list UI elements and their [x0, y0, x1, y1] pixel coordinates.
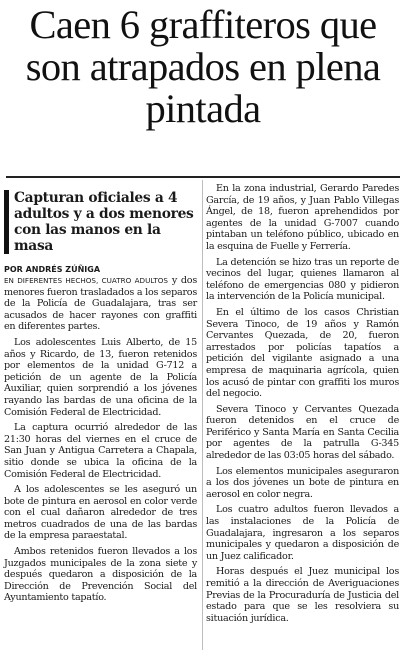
article-deck: Capturan oficiales a 4 adultos y a dos menores con las manos en la masa: [4, 190, 197, 254]
body-paragraph: Severa Tinoco y Cervantes Quezada fueron detenidos en el cruce de Periférico y Santa María en Santa Cecilia por agentes de la patrulla G-345 alrededor de las 03:05 horas del sábado.: [206, 403, 399, 462]
article-headline: Caen 6 graffiteros que son atrapados en plena pintada: [25, 2, 381, 131]
body-paragraph: A los adolescentes se les aseguró un bote de pintura en aerosol en color verde con el cual dañaron alrededor de tres metros cuadrados de una de las bardas de la empresa paraestatal.: [4, 484, 197, 542]
body-paragraph: En el último de los casos Christian Severa Tinoco, de 19 años y Ramón Cervantes Quezada, de 20, fueron arrestados por policías tapatíos a petición del vigilante asignado a una empresa de maquinaria agrícola, quien los acusó de pintar con graffiti los muros del negocio.: [206, 306, 399, 400]
headline-rule: [6, 176, 400, 178]
right-column-body: [206, 183, 399, 624]
column-divider: [202, 180, 203, 650]
body-paragraph: Los elementos municipales aseguraron a los dos jóvenes un bote de pintura en aerosol en color negra.: [206, 465, 399, 500]
body-paragraph: La captura ocurrió alrededor de las 21:30 horas del viernes en el cruce de San Juan y Antigua Carretera a Chapala, sitio donde se ubica la oficina de la Comisión Federal de Electricidad.: [4, 422, 197, 480]
body-paragraph: Ambos retenidos fueron llevados a los Juzgados municipales de la zona siete y después quedaron a disposición de la Dirección de Prevención Social del Ayuntamiento tapatío.: [4, 546, 197, 604]
lead-paragraph-text: y dos menores fueron trasladados a los separos de la Policía de Guadalajara, tras ser acusados de hacer rayones con graffiti en diferentes partes.: [4, 275, 197, 333]
right-column: [206, 183, 399, 628]
body-paragraph: Los adolescentes Luis Alberto, de 15 años y Ricardo, de 13, fueron retenidos por elementos de la unidad G-712 a petición de un agente de la Policía Auxiliar, quien sorprendió a los jóvenes rayando las bardas de una oficina de la Comisión Federal de Electricidad.: [4, 336, 197, 418]
article-byline: POR ANDRÉS ZÚÑIGA: [4, 265, 101, 274]
body-paragraph: Horas después el Juez municipal los remitió a la dirección de Averiguaciones Previas de la Procuraduría de Justicia del estado para que se les resolviera su situación jurídica.: [206, 566, 399, 624]
lead-paragraph: [4, 275, 197, 333]
body-paragraph: La detención se hizo tras un reporte de vecinos del lugar, quienes llamaron al teléfono de emergencias 080 y pidieron la intervención de la Policía municipal.: [206, 256, 399, 303]
left-column: [4, 190, 197, 608]
body-paragraph: En la zona industrial, Gerardo Paredes García, de 19 años, y Juan Pablo Villegas Ángel, de 18, fueron aprehendidos por agentes de la unidad G-7007 cuando pintaban un teléfono público, ubicado en la esquina de Fuelle y Ferrería.: [206, 183, 399, 252]
lead-in: EN DIFERENTES HECHOS, CUATRO ADULTOS: [4, 276, 168, 285]
left-column-body: [4, 275, 197, 604]
body-paragraph: Los cuatro adultos fueron llevados a las instalaciones de la Policía de Guadalajara, ingresaron a los separos municipales y quedaron a disposición de un Juez calificador.: [206, 504, 399, 562]
